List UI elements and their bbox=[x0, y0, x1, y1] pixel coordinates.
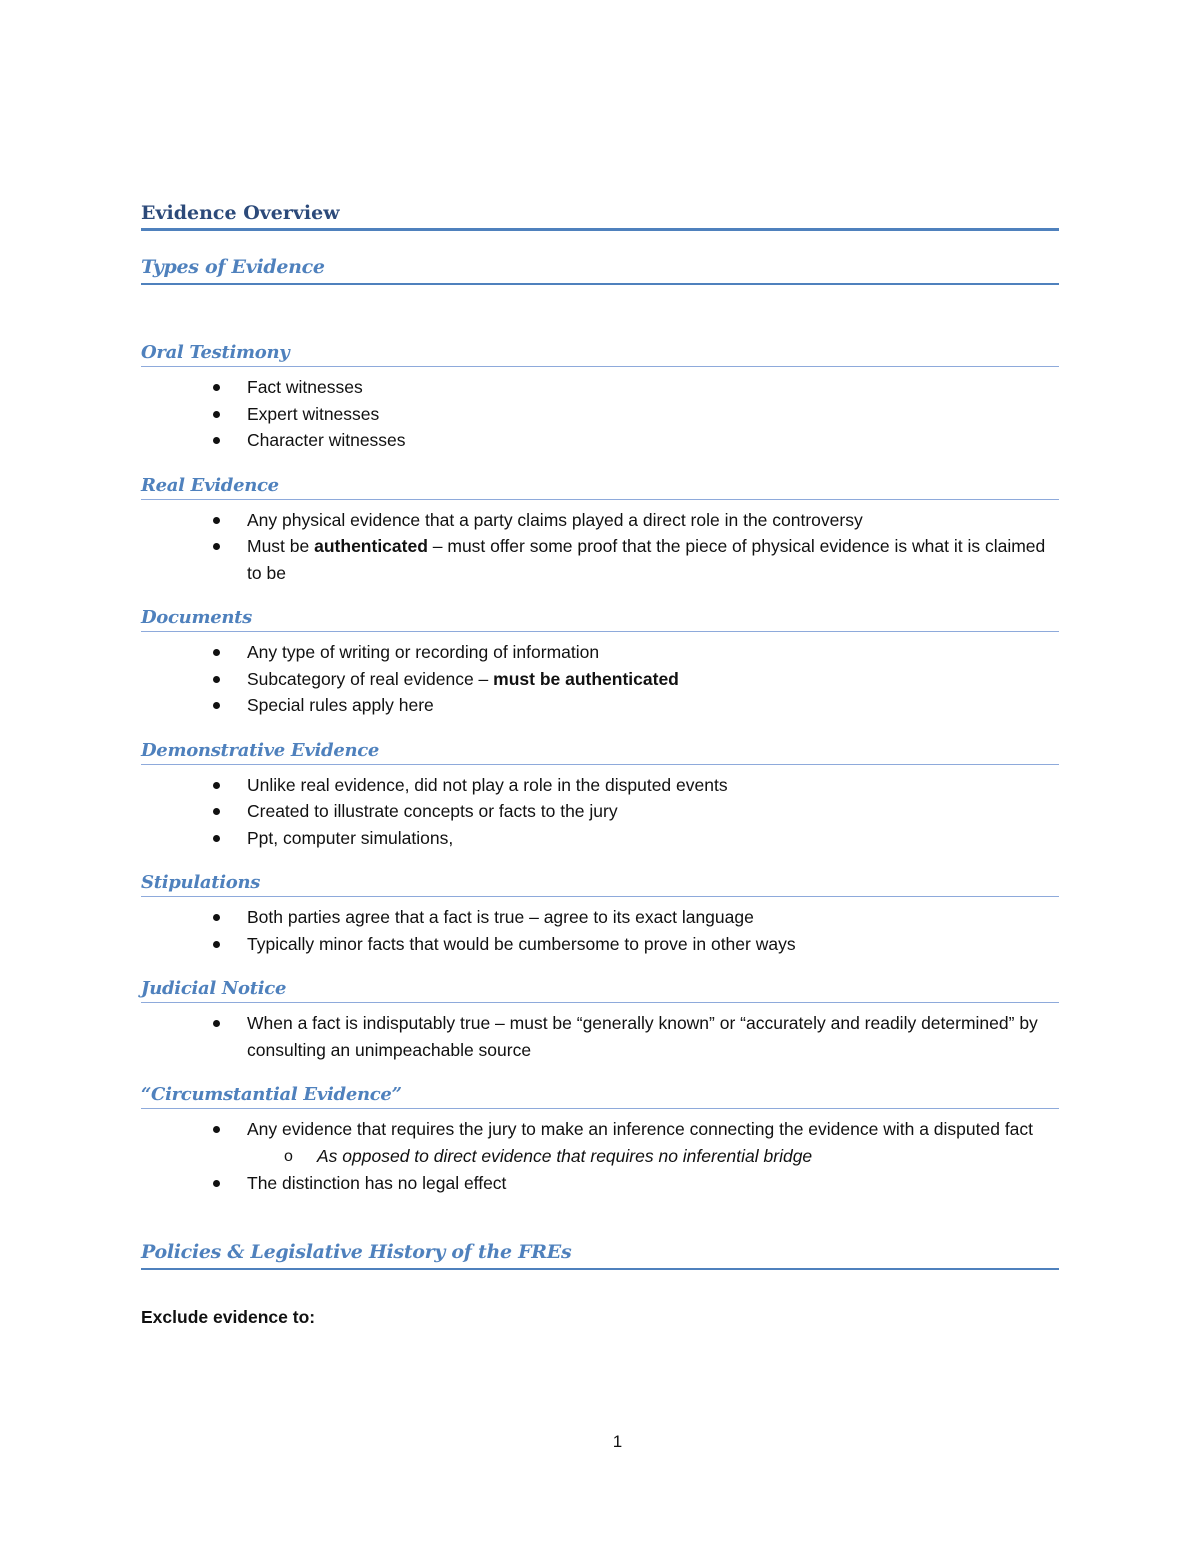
sub-list-item: o As opposed to direct evidence that requires no inferential bridge bbox=[247, 1143, 1059, 1170]
exclude-evidence-label: Exclude evidence to: bbox=[141, 1307, 316, 1327]
text-run: Subcategory of real evidence – bbox=[247, 668, 494, 689]
text-run: Must be bbox=[247, 536, 315, 556]
heading-oral-testimony: Oral Testimony bbox=[141, 339, 1059, 367]
heading-judicial-notice: Judicial Notice bbox=[141, 975, 1059, 1003]
oral-testimony-list bbox=[141, 374, 1059, 454]
list-item bbox=[141, 666, 1059, 693]
heading-types-of-evidence: Types of Evidence bbox=[141, 251, 1059, 285]
list-item: Fact witnesses bbox=[141, 374, 1059, 401]
sub-list bbox=[247, 1143, 1059, 1170]
heading-real-evidence: Real Evidence bbox=[141, 472, 1059, 500]
list-item: Any type of writing or recording of information bbox=[141, 639, 1059, 666]
list-item: Expert witnesses bbox=[141, 401, 1059, 428]
page-number: 1 bbox=[612, 1432, 623, 1451]
stipulations-list bbox=[141, 904, 1059, 957]
heading-demonstrative-evidence: Demonstrative Evidence bbox=[141, 737, 1059, 765]
list-item: Character witnesses bbox=[141, 427, 1059, 454]
text-run: – must offer some proof that the piece of physical evidence is what it is claimed to be bbox=[247, 536, 1046, 583]
real-evidence-list bbox=[141, 507, 1059, 587]
list-item: Ppt, computer simulations, bbox=[141, 825, 1059, 852]
demonstrative-evidence-list bbox=[141, 772, 1059, 852]
list-item-text: Any evidence that requires the jury to make an inference connecting the evidence with a disputed fact bbox=[247, 1119, 1034, 1139]
list-item bbox=[141, 533, 1059, 586]
list-item: Created to illustrate concepts or facts to the jury bbox=[141, 798, 1059, 825]
list-item: Special rules apply here bbox=[141, 692, 1059, 719]
bold-text: must be authenticated bbox=[493, 668, 679, 689]
heading-stipulations: Stipulations bbox=[141, 869, 1059, 897]
bold-text: authenticated bbox=[314, 536, 428, 556]
heading-circumstantial-evidence: “Circumstantial Evidence” bbox=[141, 1081, 1059, 1109]
list-item bbox=[141, 1116, 1059, 1170]
list-item: Both parties agree that a fact is true – agree to its exact language bbox=[141, 904, 1059, 931]
document-title: Evidence Overview bbox=[141, 198, 1059, 231]
judicial-notice-list bbox=[141, 1010, 1059, 1063]
circumstantial-evidence-list bbox=[141, 1116, 1059, 1196]
list-item: Unlike real evidence, did not play a role in the disputed events bbox=[141, 772, 1059, 799]
list-item: Typically minor facts that would be cumbersome to prove in other ways bbox=[141, 931, 1059, 958]
heading-policies-legislative-history: Policies & Legislative History of the FREs bbox=[141, 1236, 1059, 1270]
list-item: When a fact is indisputably true – must be “generally known” or “accurately and readily determined” by consulting an unimpeachable source bbox=[141, 1010, 1059, 1063]
list-item: The distinction has no legal effect bbox=[141, 1170, 1059, 1197]
heading-documents: Documents bbox=[141, 604, 1059, 632]
list-item: Any physical evidence that a party claims played a direct role in the controversy bbox=[141, 507, 1059, 534]
document-page bbox=[141, 198, 1059, 1330]
documents-list bbox=[141, 639, 1059, 719]
